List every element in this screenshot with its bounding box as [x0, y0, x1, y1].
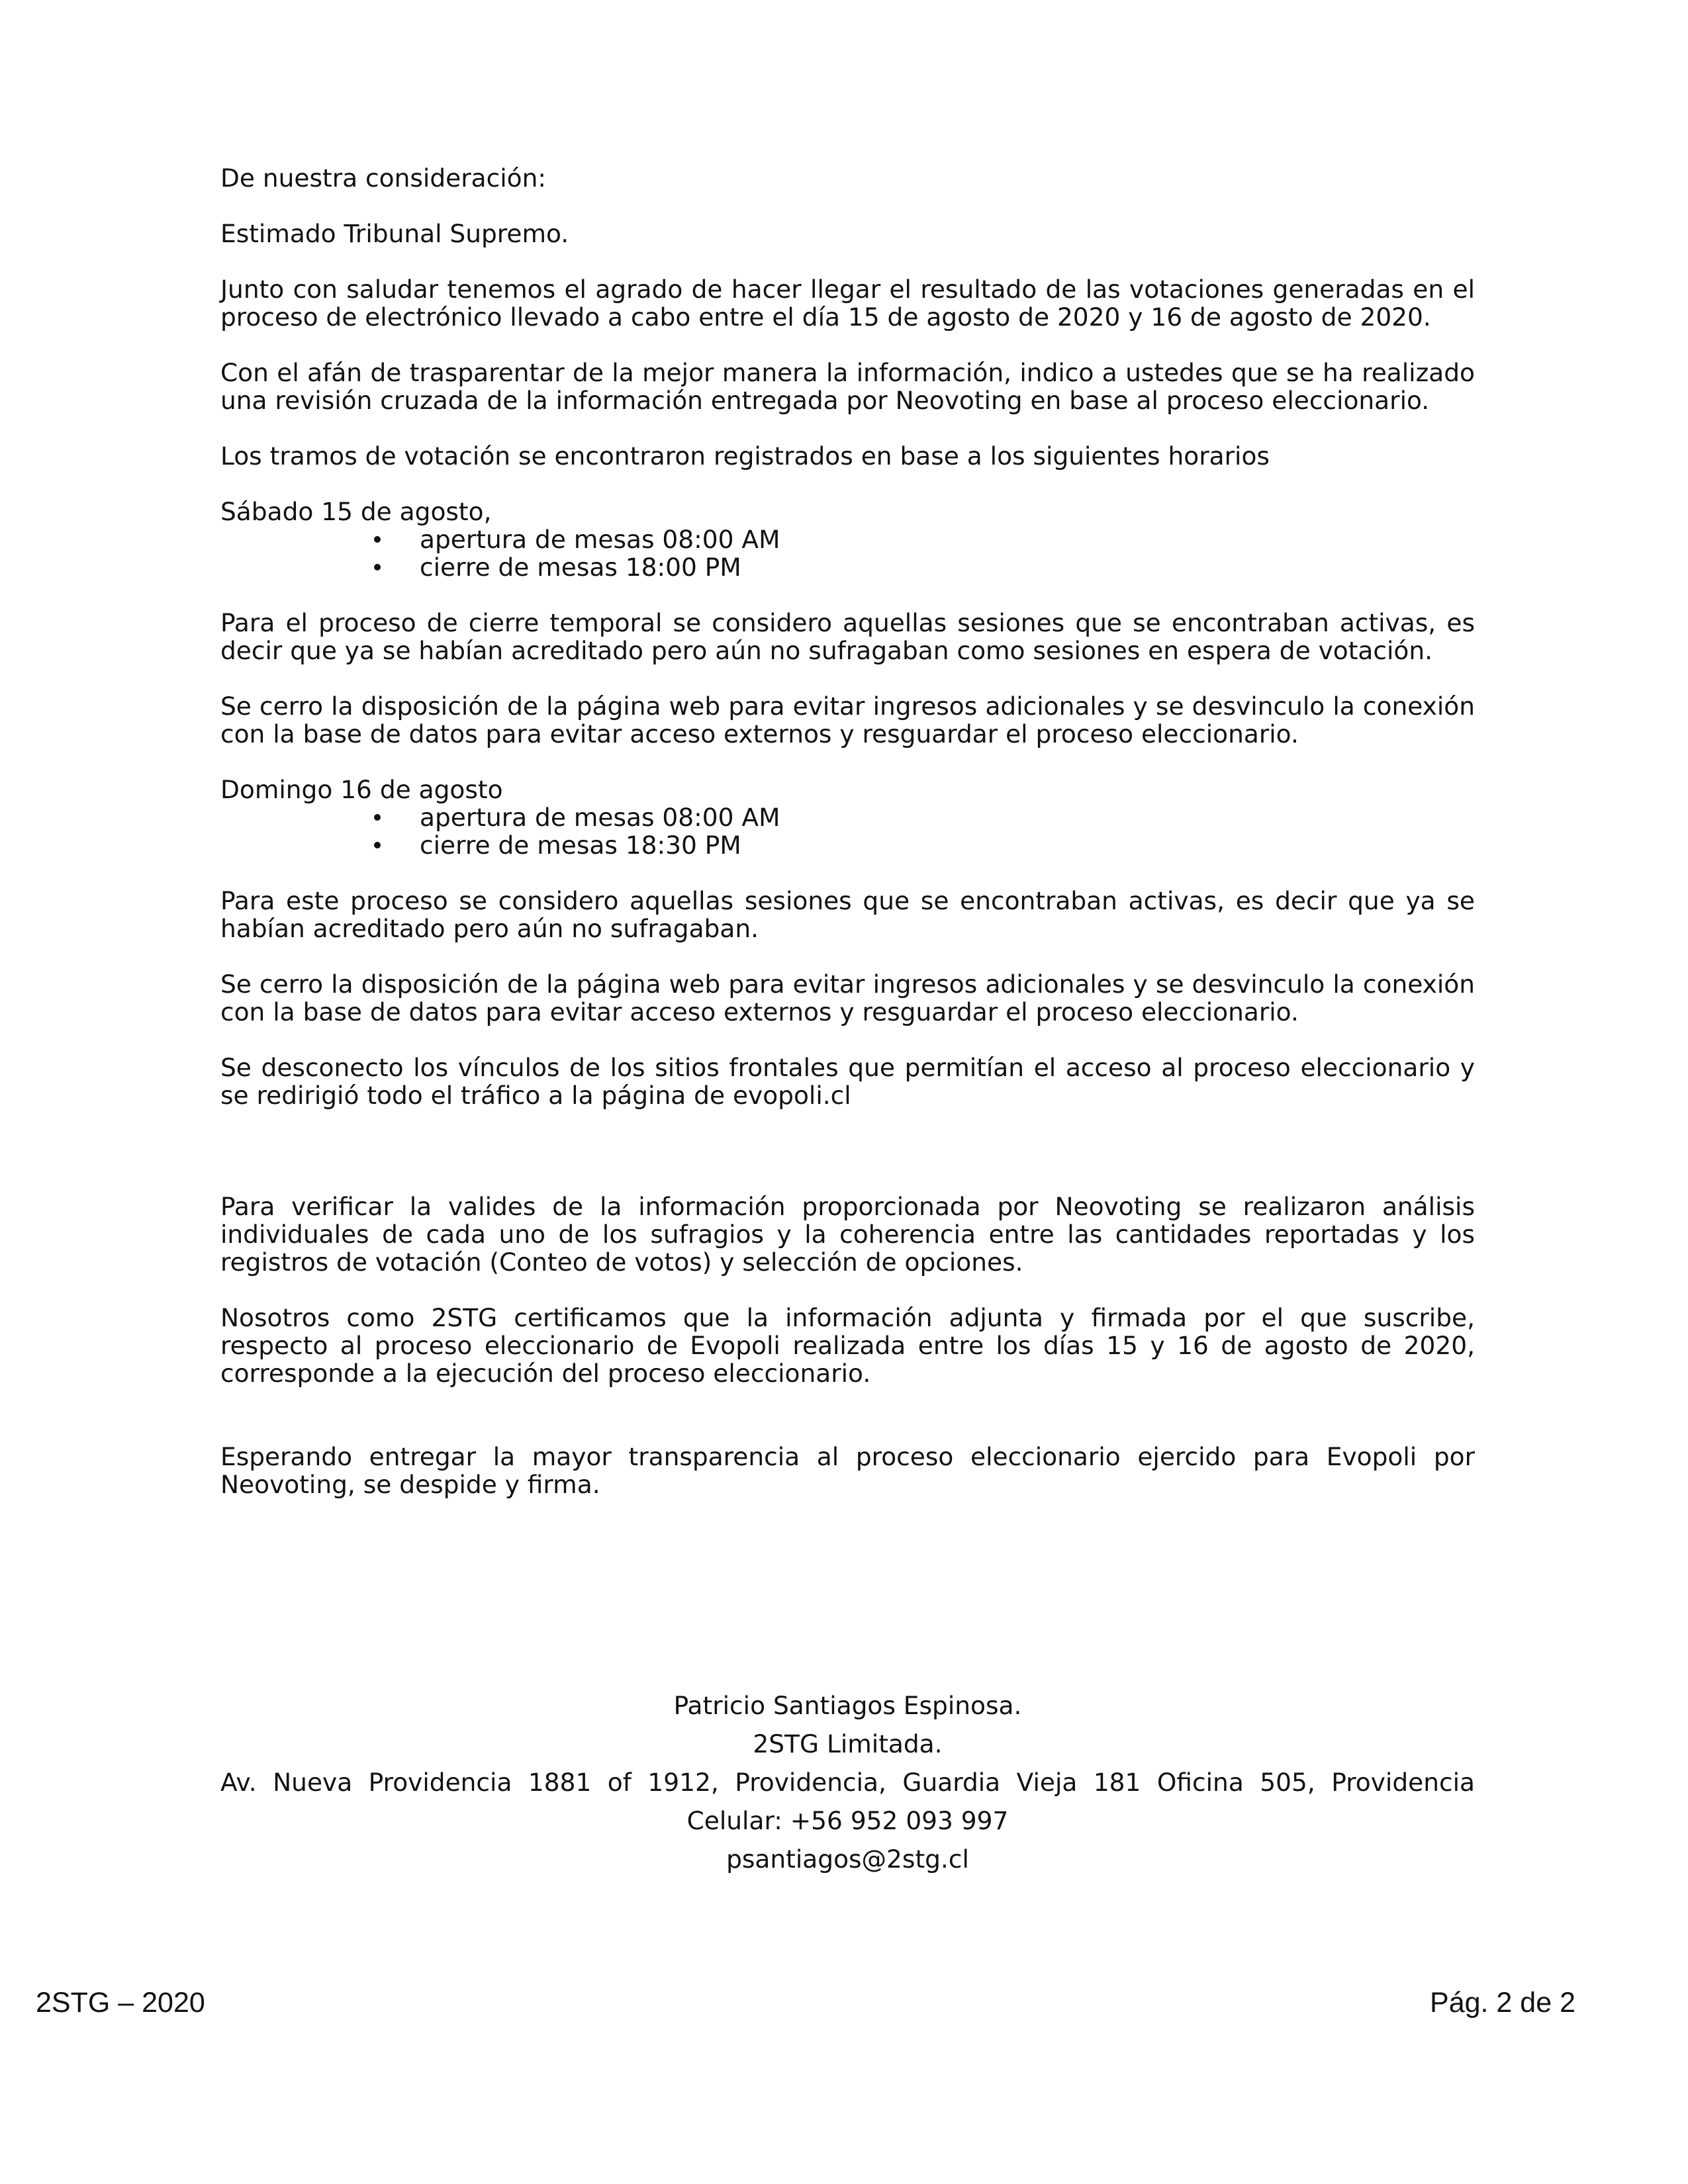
- paragraph-active-sessions: Para este proceso se considero aquellas sesiones que se encontraban activas, es decir que ya se habían acreditado pero aún no sufragaban.: [220, 886, 1475, 943]
- list-item: [220, 525, 1475, 553]
- day1-schedule-list: [220, 525, 1475, 581]
- list-item: [220, 803, 1475, 831]
- paragraph-verification: Para verificar la valides de la información proporcionada por Neovoting se realizaron análisis individuales de cada uno de los sufragios y la coherencia entre las cantidades reportadas y los registros de votación (Conteo de votos) y selección de opciones.: [220, 1192, 1475, 1277]
- signer-phone: Celular: +56 952 093 997: [686, 1806, 1009, 1835]
- paragraph-temporary-close: Para el proceso de cierre temporal se considero aquellas sesiones que se encontraban activas, es decir que ya se habían acreditado pero aún no sufragaban como sesiones en espera de votación.: [220, 608, 1475, 665]
- day2-schedule-list: [220, 803, 1475, 859]
- bullet-icon: [374, 842, 381, 848]
- signer-company: 2STG Limitada.: [753, 1729, 943, 1758]
- signer-name: Patricio Santiagos Espinosa.: [673, 1691, 1022, 1720]
- day1-label: Sábado 15 de agosto,: [220, 497, 492, 526]
- paragraph-transparency: Con el afán de trasparentar de la mejor manera la información, indico a ustedes que se ha realizado una revisión cruzada de la información entregada por Neovoting en base al proceso eleccionario.: [220, 358, 1475, 415]
- bullet-icon: [374, 564, 381, 570]
- greeting: De nuestra consideración:: [220, 163, 546, 193]
- salutation: Estimado Tribunal Supremo.: [220, 219, 569, 248]
- signature-block: [220, 1686, 1475, 1878]
- page-number: Pág. 2 de 2: [1430, 1987, 1575, 2019]
- paragraph-site-close-day1: Se cerro la disposición de la página web para evitar ingresos adicionales y se desvinculo la conexión con la base de datos para evitar acceso externos y resguardar el proceso eleccionario.: [220, 692, 1475, 749]
- paragraph-site-close-day2: Se cerro la disposición de la página web para evitar ingresos adicionales y se desvinculo la conexión con la base de datos para evitar acceso externos y resguardar el proceso eleccionario.: [220, 970, 1475, 1026]
- list-item-text: cierre de mesas 18:30 PM: [420, 831, 741, 860]
- signer-email: psantiagos@2stg.cl: [726, 1844, 969, 1874]
- list-item: [220, 553, 1475, 581]
- paragraph-schedule-intro: Los tramos de votación se encontraron registrados en base a los siguientes horarios: [220, 441, 1270, 471]
- list-item: [220, 831, 1475, 859]
- list-item-text: apertura de mesas 08:00 AM: [420, 525, 780, 554]
- footer-company-year: 2STG – 2020: [36, 1987, 205, 2019]
- bullet-icon: [374, 814, 381, 821]
- day2-label: Domingo 16 de agosto: [220, 775, 503, 804]
- spacer: [220, 1415, 1475, 1443]
- letter-body: [220, 164, 1475, 1526]
- paragraph-redirect: Se desconecto los vínculos de los sitios frontales que permitían el acceso al proceso eleccionario y se redirigió todo el tráfico a la página de evopoli.cl: [220, 1053, 1475, 1110]
- list-item-text: apertura de mesas 08:00 AM: [420, 803, 780, 832]
- paragraph-closing: Esperando entregar la mayor transparencia al proceso eleccionario ejercido para Evopoli por Neovoting, se despide y firma.: [220, 1442, 1475, 1499]
- list-item-text: cierre de mesas 18:00 PM: [420, 553, 741, 582]
- signer-address: Av. Nueva Providencia 1881 of 1912, Providencia, Guardia Vieja 181 Oficina 505, Providencia: [220, 1768, 1475, 1797]
- paragraph-intro: Junto con saludar tenemos el agrado de hacer llegar el resultado de las votaciones generadas en el proceso de electrónico llevado a cabo entre el día 15 de agosto de 2020 y 16 de agosto de 2020.: [220, 275, 1475, 332]
- paragraph-certification: Nosotros como 2STG certificamos que la información adjunta y firmada por el que suscribe, respecto al proceso eleccionario de Evopoli realizada entre los días 15 y 16 de agosto de 2020, corresponde a la ejecución del proceso eleccionario.: [220, 1303, 1475, 1388]
- spacer: [220, 1109, 1475, 1193]
- bullet-icon: [374, 536, 381, 543]
